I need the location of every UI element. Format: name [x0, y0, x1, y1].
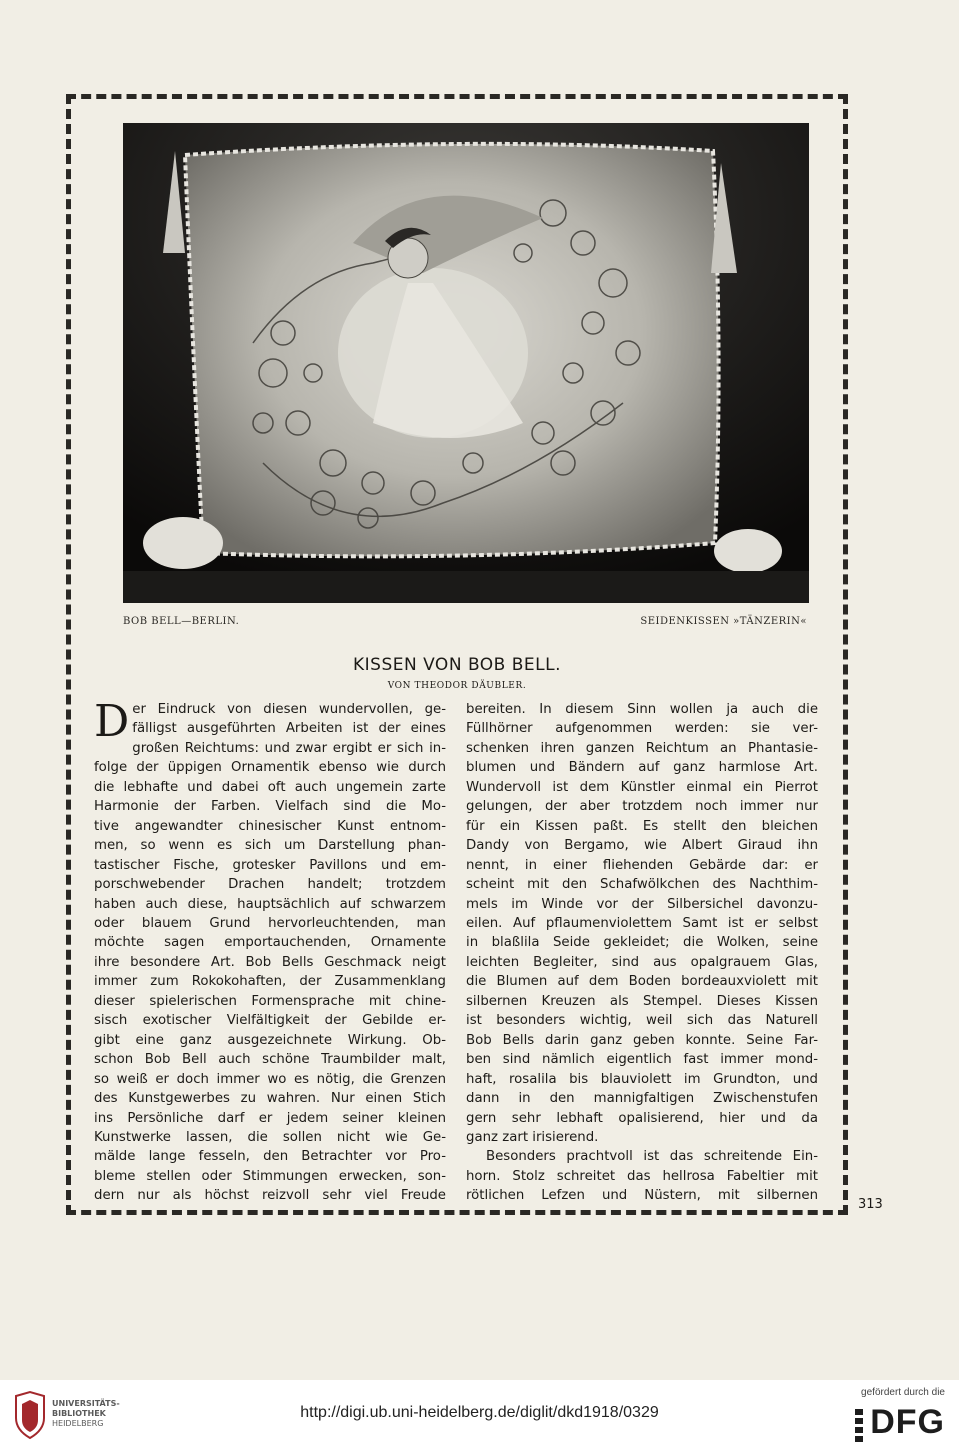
text-line: fälligst ausgeführten Arbeiten ist der eines	[132, 721, 446, 737]
drop-cap: D	[94, 696, 130, 747]
uni-line-1: UNIVERSITÄTS-	[52, 1399, 120, 1408]
text-line: für ein Kissen paßt. Es stellt den bleichen	[466, 818, 818, 834]
uni-line-2: BIBLIOTHEK	[52, 1409, 106, 1418]
text-line: gern sehr lebhaft opalisierend, hier und da	[466, 1110, 818, 1126]
cushion-photograph	[123, 123, 809, 603]
text-line: er Eindruck von diesen wundervollen, ge-	[132, 702, 446, 717]
text-line: oder blauem Grund hervorleuchtenden, man	[94, 915, 446, 931]
text-column-left	[94, 696, 446, 1206]
text-line: tastischer Fische, grotesker Pavillons und em-	[94, 857, 446, 873]
text-line: möchte sagen emportauchenden, Ornamente	[94, 935, 446, 951]
text-line: nennt, in einer fliehenden Gebärde dar: er	[466, 857, 818, 873]
dfg-funding-label: gefördert durch die	[861, 1387, 945, 1398]
page-number: 313	[858, 1197, 883, 1212]
text-line: Bob Bells darin ganz geben konnte. Seine Far-	[466, 1032, 818, 1048]
text-line: eilen. Auf pflaumenviolettem Samt ist er selbst	[466, 915, 818, 931]
text-column-right	[466, 700, 818, 1206]
source-url-link[interactable]: http://digi.ub.uni-heidelberg.de/diglit/dkd1918/0329	[300, 1404, 659, 1421]
text-line: dieser spielerischen Formensprache mit chine-	[94, 993, 446, 1009]
text-line: immer zum Rokokohaften, der Zusammenklang	[94, 974, 446, 990]
text-line: silbernen Kreuzen als Stempel. Dieses Kissen	[466, 993, 818, 1009]
text-line: die Blumen auf dem Boden bordeauxviolett mit	[466, 974, 818, 990]
text-line: bereiten. In diesem Sinn wollen ja auch die	[466, 702, 818, 717]
text-line: in blaßlila Seide gekleidet; die Wolken, seine	[466, 935, 818, 951]
text-line: Kunstwerke lassen, die sollen nicht wie Ge-	[94, 1129, 446, 1145]
text-line: Füllhörner aufgenommen werden: sie ver-	[466, 721, 818, 737]
dfg-logo: DFG	[870, 1403, 945, 1441]
text-line: so weiß er doch immer wo es nötig, die Grenzen	[94, 1071, 446, 1087]
text-line: die lebhafte und dabei oft auch ungemein zarte	[94, 779, 446, 795]
text-line: ben sind nämlich eigentlich fast immer mond-	[466, 1052, 818, 1068]
text-line: scheint mit den Schafwölkchen des Nachthim-	[466, 877, 818, 893]
footer-bar	[0, 1380, 959, 1449]
text-line: gibt eine ganz ausgezeichnete Wirkung. Ob-	[94, 1032, 446, 1048]
text-line: schenken ihren ganzen Reichtum an Phantasie-	[466, 740, 818, 756]
text-line: sisch exotischer Vielfältigkeit der Gebilde er-	[94, 1013, 446, 1029]
text-line: ganz zart irisierend.	[466, 1129, 599, 1145]
text-line: rötlichen Lefzen und Nüstern, mit silbernen	[466, 1188, 818, 1204]
text-line: ihre besondere Art. Bob Bells Geschmack neigt	[94, 954, 446, 970]
text-line: ins Persönliche darf er jedem seiner kleinen	[94, 1110, 446, 1126]
text-line: men, so wenn es sich um Darstellung phan-	[94, 838, 446, 854]
text-line: dann in den mannigfaltigen Zwischenstufen	[466, 1091, 818, 1107]
dfg-stripes-icon	[855, 1407, 865, 1443]
text-line: tive angewandter chinesischer Kunst entnom-	[94, 818, 446, 834]
text-line: leichten Begleiter, sind aus opalgrauem Glas,	[466, 954, 818, 970]
text-line: folge der üppigen Ornamentik ebenso wie durch	[94, 760, 446, 776]
text-line: dern nur als höchst reizvoll sehr viel Freude	[94, 1188, 446, 1204]
text-line: bleme stellen oder Stimmungen erwecken, son-	[94, 1168, 446, 1184]
text-line: mälde lange fesseln, den Betrachter vor Pro-	[94, 1149, 446, 1165]
article-byline: VON THEODOR DÄUBLER.	[387, 681, 527, 691]
text-line: blumen und Bändern auf ganz harmlose Art.	[466, 760, 818, 776]
text-line: Dandy von Bergamo, wie Albert Giraud ihn	[466, 838, 818, 854]
text-line: schon Bob Bell auch schöne Traumbilder malt,	[94, 1052, 446, 1068]
text-line: gelungen, der aber trotzdem noch immer nur	[466, 799, 818, 815]
article-title: KISSEN VON BOB BELL.	[353, 655, 561, 675]
text-line: Besonders prachtvoll ist das schreitende Ein-	[486, 1149, 818, 1165]
text-line: haft, rosalila bis blauviolett im Grundton, und	[466, 1071, 818, 1087]
text-line: porschwebender Drachen handelt; trotzdem	[94, 877, 446, 893]
uni-line-3: HEIDELBERG	[52, 1419, 104, 1428]
text-line: horn. Stolz schreitet das hellrosa Fabeltier mit	[466, 1168, 818, 1184]
text-line: ist besonders wichtig, weil sich das Naturell	[466, 1013, 818, 1029]
text-line: mels im Winde vor der Silbersichel davonzu-	[466, 896, 818, 912]
text-line: Wundervoll ist dem Künstler einmal ein Pierrot	[466, 779, 818, 795]
photo-caption-title: SEIDENKISSEN »TÄNZERIN«	[640, 616, 807, 627]
photo-caption-artist: BOB BELL—BERLIN.	[123, 616, 240, 627]
text-line: haben auch diese, hauptsächlich auf schwarzem	[94, 896, 446, 912]
text-line: Harmonie der Farben. Vielfach sind die Mo-	[94, 799, 446, 815]
text-line: des Kunstgewerbes zu wahren. Nur einen Stich	[94, 1091, 446, 1107]
text-line: großen Reichtums: und zwar ergibt er sich in-	[132, 740, 446, 756]
